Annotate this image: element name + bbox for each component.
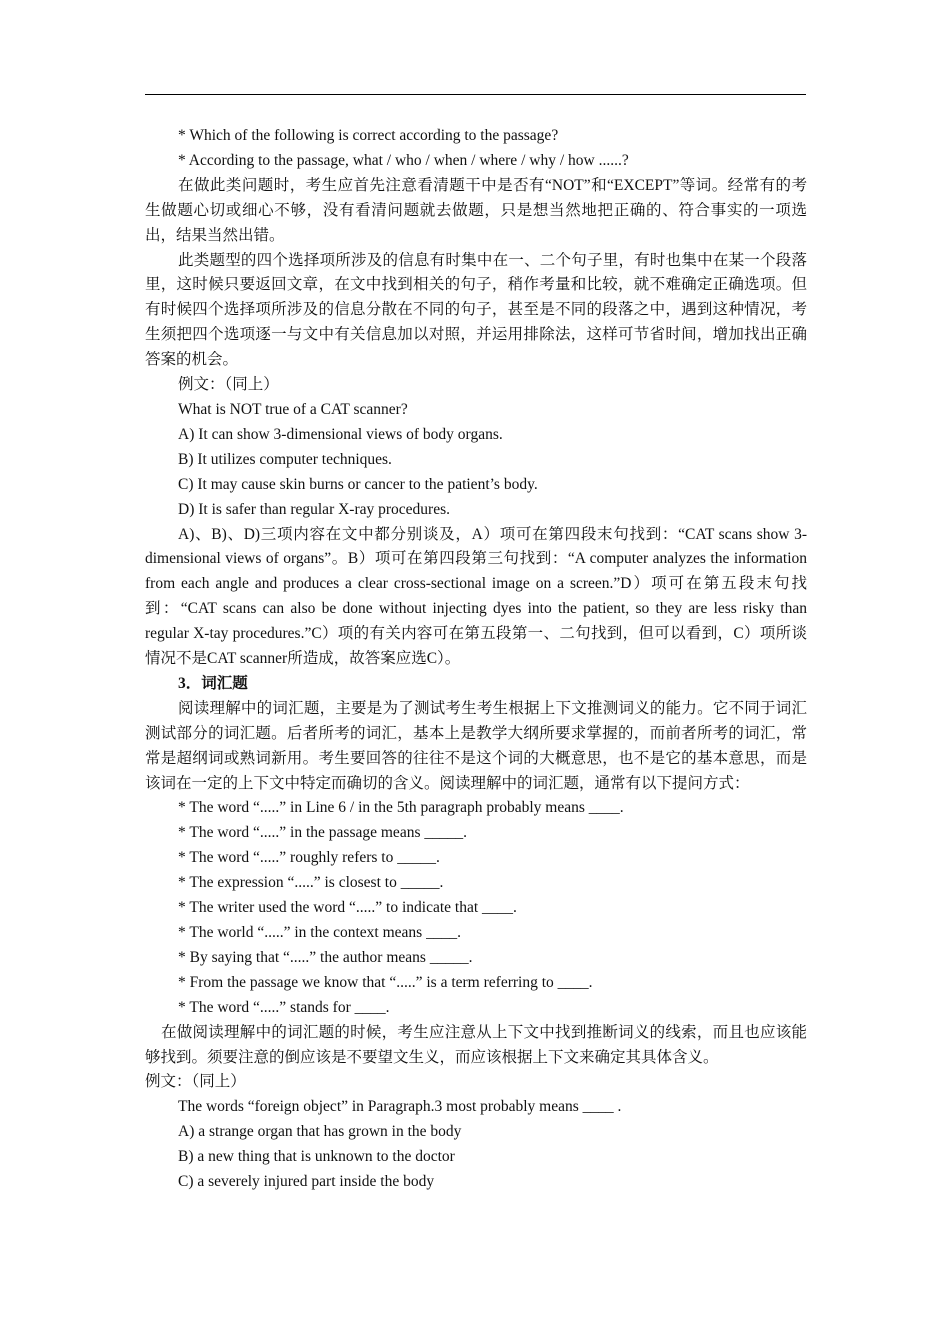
example-label: 例文：（同上） (145, 1073, 246, 1091)
document-body (145, 124, 807, 1195)
vocab-question-form: * The word “.....” in the passage means _____. (178, 824, 467, 842)
header-rule (145, 94, 806, 95)
paragraph-method: 此类题型的四个选择项所涉及的信息有时集中在一、二个句子里，有时也集中在某一个段落里，这时候只要返回文章，在文中找到相关的句子，稍作考量和比较，就不难确定正确选项。但有时候四个选择项所涉及的信息分散在不同的句子，甚至是不同的段落之中，遇到这种情况，考生须把四个选项逐一与文中有关信息加以对照，并运用排除法，这样可节省时间，增加找出正确答案的机会。 (145, 251, 807, 369)
vocab-question-form: * The writer used the word “.....” to indicate that ____. (178, 899, 517, 917)
paragraph-note: 在做此类问题时，考生应首先注意看清题干中是否有“NOT”和“EXCEPT”等词。经常有的考生做题心切或细心不够，没有看清问题就去做题，只是想当然地把正确的、符合事实的一项选出，结果当然出错。 (145, 176, 807, 244)
option-b: B) It utilizes computer techniques. (178, 450, 392, 468)
vocab-question-form: * The word “.....” stands for ____. (178, 998, 390, 1016)
vocab-question-form: * By saying that “.....” the author means _____. (178, 948, 473, 966)
section-heading: 3．词汇题 (178, 674, 248, 692)
option-c: C) It may cause skin burns or cancer to the patient’s body. (178, 475, 538, 493)
example-label: 例文：（同上） (178, 376, 279, 394)
option-a: A) a strange organ that has grown in the body (178, 1123, 462, 1141)
vocab-question-form: * The word “.....” in Line 6 / in the 5th paragraph probably means ____. (178, 799, 624, 817)
option-b: B) a new thing that is unknown to the doctor (178, 1148, 455, 1166)
vocab-question-form: * From the passage we know that “.....” is a term referring to ____. (178, 973, 593, 991)
question-form-correct: * Which of the following is correct according to the passage? (178, 127, 559, 144)
option-a: A) It can show 3-dimensional views of body organs. (178, 425, 503, 443)
paragraph-vocab-intro: 阅读理解中的词汇题，主要是为了测试考生考生根据上下文推测词义的能力。它不同于词汇测试部分的词汇题。后者所考的词汇，基本上是教学大纲所要求掌握的，而前者所考的词汇，常常是超纲词或熟词新用。考生要回答的往往不是这个词的大概意思，也不是它的基本意思，而是该词在一定的上下文中特定而确切的含义。阅读理解中的词汇题，通常有以下提问方式： (145, 699, 807, 792)
example-question: The words “foreign object” in Paragraph.3 most probably means ____ . (178, 1098, 622, 1116)
paragraph-vocab-advice: 在做阅读理解中的词汇题的时候，考生应注意从上下文中找到推断词义的线索，而且也应该能够找到。须要注意的倒应该是不要望文生义，而应该根据上下文来确定其具体含义。 (145, 1023, 807, 1066)
question-form-according: * According to the passage, what / who / when / where / why / how ......? (178, 151, 629, 169)
paragraph-analysis: A)、B)、D)三项内容在文中都分别谈及，A）项可在第四段末句找到：“CAT scans show 3-dimensional views of organs”。B）项可在第四段第三句找到：“A computer analyzes the information from each angle and produces a clear cross-sectional image on a screen.”D）项可在第五段末句找到：“CAT scans can also be done without injecting dyes into the patient, so they are less risky than regular X-tay procedures.”C）项的有关内容可在第五段第一、二句找到，但可以看到，C）项所谈情况不是CAT scanner所造成，故答案应选C）。 (145, 525, 807, 668)
vocab-question-form: * The expression “.....” is closest to _____. (178, 874, 444, 892)
option-d: D) It is safer than regular X-ray procedures. (178, 500, 450, 518)
vocab-question-form: * The world “.....” in the context means ____. (178, 924, 461, 941)
option-c: C) a severely injured part inside the body (178, 1173, 435, 1191)
vocab-question-form: * The word “.....” roughly refers to _____. (178, 849, 440, 867)
example-question: What is NOT true of a CAT scanner? (178, 400, 408, 418)
